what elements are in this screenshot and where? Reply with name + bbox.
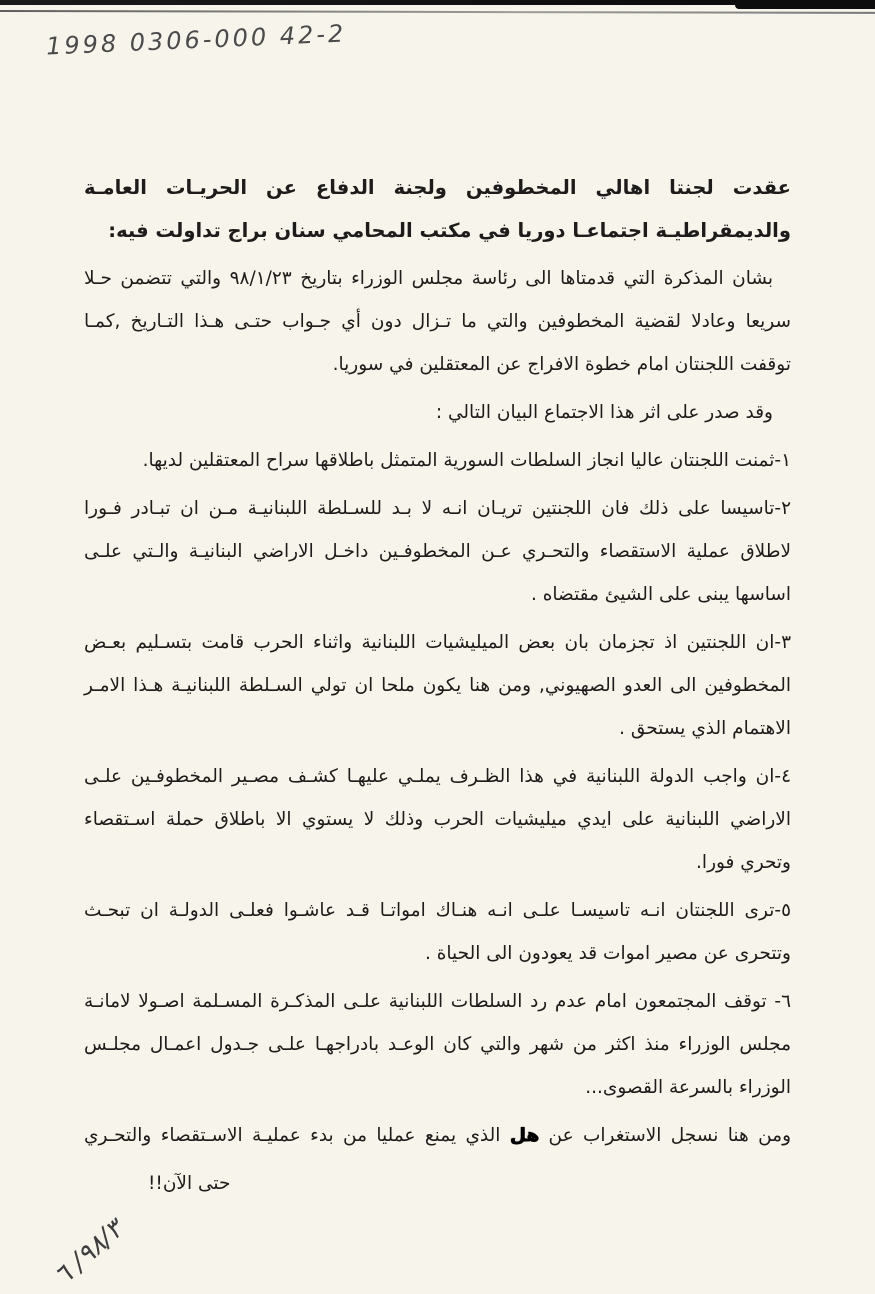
scanner-line-artifact xyxy=(0,10,875,14)
document-body xyxy=(84,166,791,1210)
closing-line-start: ومن هنا نسجل الاستغراب عن xyxy=(539,1125,791,1146)
document-heading: عقدت لجنتا اهالي المخطوفين ولجنة الدفاع عن الحريـات العامـة والديمقراطيـة اجتماعـا دوريا في مكتب المحامي سنان براج تداولت فيه: xyxy=(84,176,791,242)
closing-line-end: الذي يمنع عمليا من بدء عمليـة الاسـتقصاء والتحـري xyxy=(84,1125,510,1146)
handwritten-archive-code: 1998 0306-000 42-2 xyxy=(45,19,347,61)
scanner-edge-artifact-top-right xyxy=(735,0,875,9)
statement-item-5: ٥-ترى اللجنتان انـه تاسيسـا علـى انـه هنـاك امواتـا قـد عاشـوا فعلـى الدولـة ان تبحـث وتتحرى عن مصير اموات قد يعودون الى الحياة . xyxy=(84,900,791,964)
statement-lead-line: وقد صدر على اثر هذا الاجتماع البيان التالي : xyxy=(435,402,773,423)
handwritten-date-note: ٩٨/٣/ ٦ xyxy=(48,1214,130,1292)
ink-corrected-word: هل xyxy=(509,1125,540,1146)
statement-item-6: ٦- توقف المجتمعون امام عدم رد السلطات اللبنانية علـى المذكـرة المسـلمة اصـولا لامانـة مجلس الوزراء منذ اكثر من شهر والتي كان الوعـد بادراجهـا علـى جـدول اعمـال مجلـس الوزراء بالسرعة القصوى... xyxy=(84,991,791,1098)
closing-line xyxy=(84,1114,791,1157)
statement-item-3: ٣-ان اللجنتين اذ تجزمان بان بعض الميليشيات اللبنانية واثناء الحرب قامت بتسـليم بعـض المخطوفين الى العدو الصهيوني, ومن هنا يكون ملحا ان تولي السـلطة اللبنانيـة هـذا الامـر الاهتمام الذي يستحق . xyxy=(84,632,791,739)
statement-item-2: ٢-تاسيسا على ذلك فان اللجنتين تريـان انـه لا بـد للسـلطة اللبنانيـة مـن ان تبـادر فـورا لاطلاق عملية الاستقصاء والتحـري عـن المخطوفـين داخـل الاراضي البنانيـة والـتي علـى اساسها يبنى على الشيئ مقتضاه . xyxy=(84,498,791,605)
intro-paragraph: بشان المذكرة التي قدمتاها الى رئاسة مجلس الوزراء بتاريخ ٩٨/١/٢٣ والتي تتضمن حـلا سريعا وعادلا لقضية المخطوفين والتي ما تـزال دون أي جـواب حتـى هـذا التـاريخ ,كمـا توقفت اللجنتان امام خطوة الافراج عن المعتقلين في سوريا. xyxy=(84,268,791,375)
statement-item-1: ١-ثمنت اللجنتان عاليا انجاز السلطات السورية المتمثل باطلاقها سراح المعتقلين لديها. xyxy=(142,450,791,471)
closing-tail-line: حتى الآن!! xyxy=(148,1173,231,1194)
statement-item-4: ٤-ان واجب الدولة اللبنانية في هذا الظـرف يملـي عليهـا كشـف مصـير المخطوفـين علـى الاراضي اللبنانية على ايدي ميليشيات الحرب وذلك لا يستوي الا باطلاق حملة اسـتقصاء وتحري فورا. xyxy=(84,766,791,873)
